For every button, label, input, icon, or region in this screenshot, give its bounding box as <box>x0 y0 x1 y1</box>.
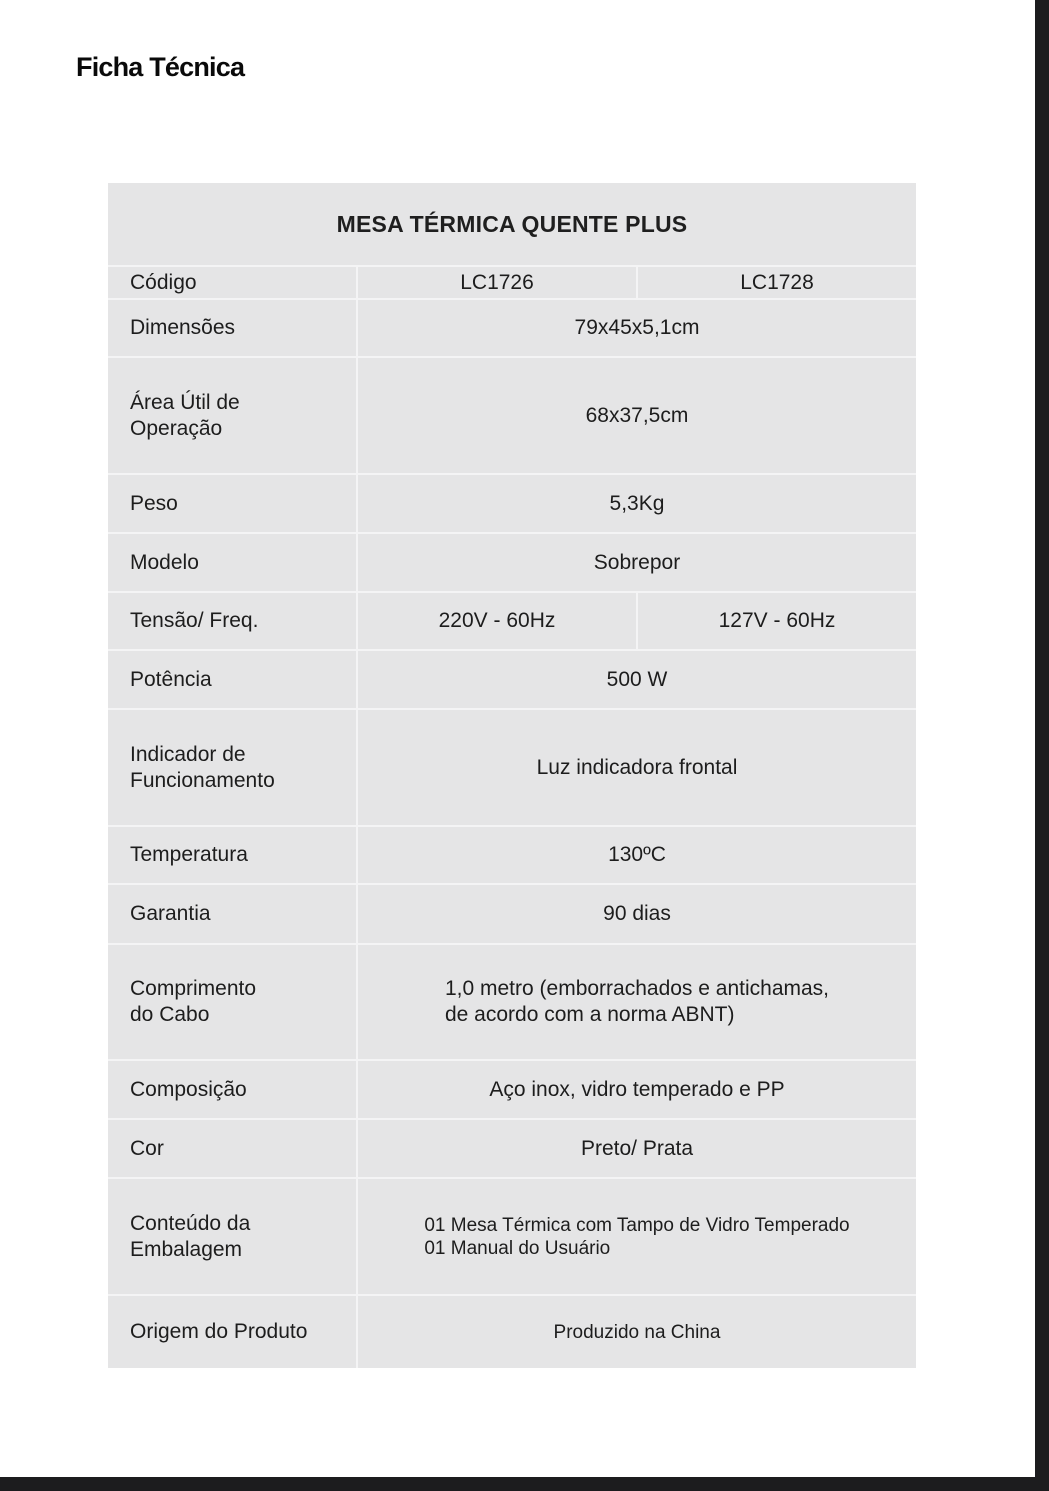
row-value: Preto/ Prata <box>580 1136 694 1160</box>
page-heading: Ficha Técnica <box>76 52 245 82</box>
row-value: 68x37,5cm <box>585 403 689 427</box>
row-label: Modelo <box>108 534 358 591</box>
row-value: 5,3Kg <box>609 491 665 515</box>
row-value: 130ºC <box>608 843 666 866</box>
row-label: Cor <box>108 1120 358 1177</box>
row-value: 01 Mesa Térmica com Tampo de Vidro Temperado 01 Manual do Usuário <box>424 1214 850 1259</box>
row-garantia <box>108 885 916 945</box>
row-area-util <box>108 358 916 475</box>
row-label: Tensão/ Freq. <box>108 593 358 649</box>
row-value: Sobrepor <box>593 550 681 574</box>
row-value: 79x45x5,1cm <box>574 316 700 339</box>
row-value-a: LC1726 <box>358 267 638 298</box>
row-values <box>358 593 916 649</box>
row-label: Potência <box>108 651 358 708</box>
row-label: Garantia <box>108 885 358 943</box>
row-value: 1,0 metro (emborrachados e antichamas, de acordo com a norma ABNT) <box>444 977 830 1026</box>
row-values <box>358 267 916 298</box>
row-tensao <box>108 593 916 651</box>
table-title: MESA TÉRMICA QUENTE PLUS <box>108 183 916 267</box>
row-label: Conteúdo da Embalagem <box>108 1179 358 1294</box>
row-label: Indicador de Funcionamento <box>108 710 358 825</box>
row-label: Código <box>108 267 358 298</box>
row-value-a: 220V - 60Hz <box>358 593 638 649</box>
row-value: Luz indicadora frontal <box>536 755 738 779</box>
row-potencia <box>108 651 916 710</box>
row-dimensoes <box>108 300 916 358</box>
row-label: Peso <box>108 475 358 532</box>
row-temperatura <box>108 827 916 885</box>
row-value-b: LC1728 <box>740 270 814 294</box>
row-cor <box>108 1120 916 1179</box>
row-codigo <box>108 267 916 300</box>
row-indicador <box>108 710 916 827</box>
row-label: Área Útil de Operação <box>108 358 358 473</box>
row-peso <box>108 475 916 534</box>
row-value-b: 127V - 60Hz <box>718 609 836 632</box>
row-conteudo-embalagem <box>108 1179 916 1296</box>
row-label: Temperatura <box>108 827 358 883</box>
row-label: Origem do Produto <box>108 1296 358 1368</box>
row-value: 90 dias <box>603 902 671 925</box>
spec-table <box>108 183 916 1368</box>
row-label: Dimensões <box>108 300 358 356</box>
row-origem <box>108 1296 916 1368</box>
row-comprimento-cabo <box>108 945 916 1061</box>
row-label: Comprimento do Cabo <box>108 945 358 1059</box>
row-composicao <box>108 1061 916 1120</box>
row-label: Composição <box>108 1061 358 1118</box>
row-value: 500 W <box>606 667 668 691</box>
row-value: Aço inox, vidro temperado e PP <box>489 1077 785 1101</box>
row-value: Produzido na China <box>553 1321 721 1343</box>
row-modelo <box>108 534 916 593</box>
